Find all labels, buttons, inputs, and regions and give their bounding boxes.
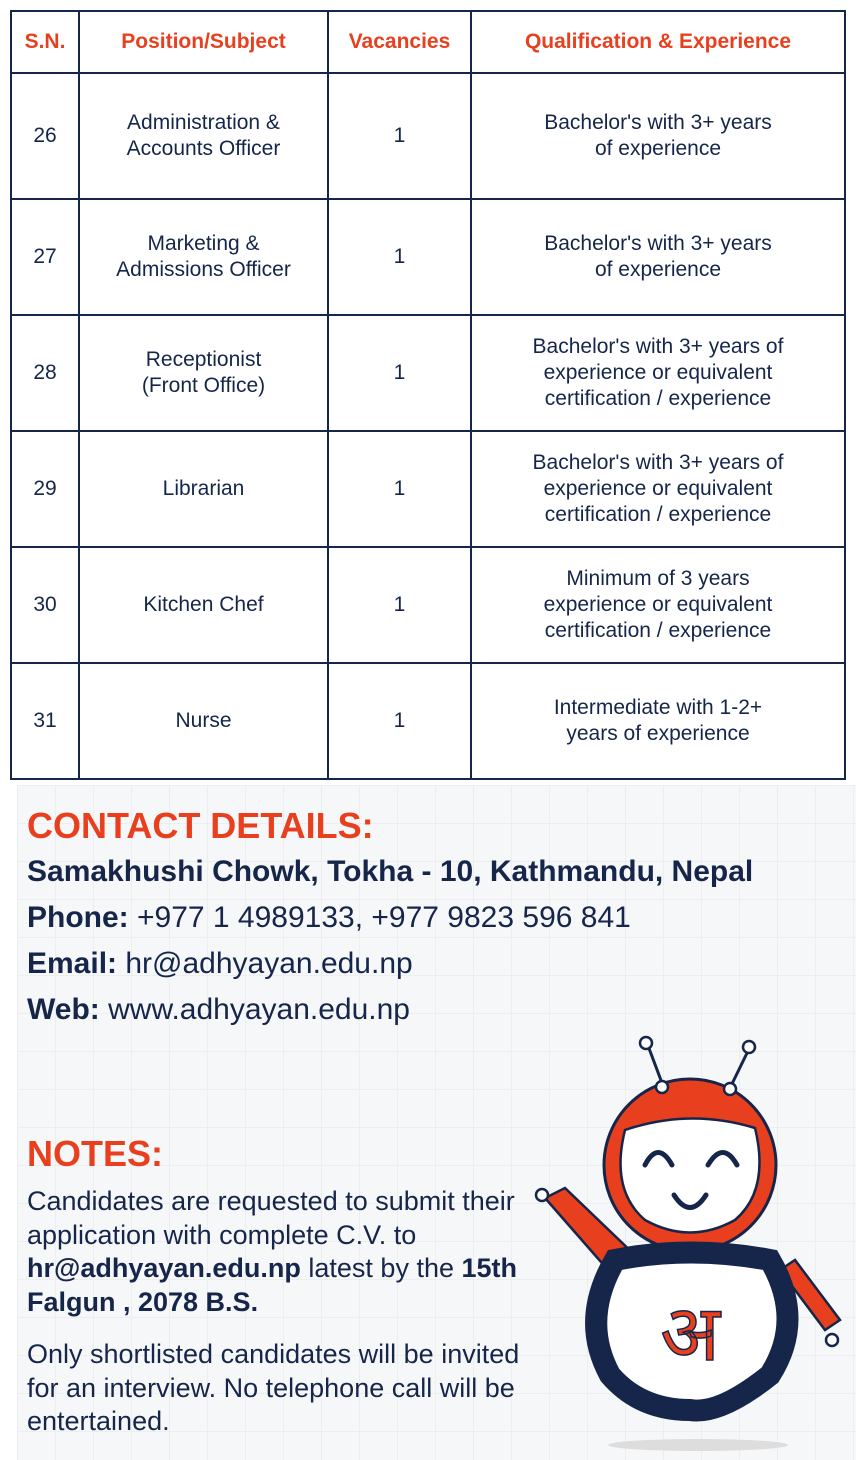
mascot-robot-icon bbox=[520, 1020, 856, 1460]
table-row bbox=[11, 547, 845, 663]
notes-heading: NOTES: bbox=[27, 1133, 164, 1174]
web-label: Web: bbox=[27, 993, 100, 1026]
contact-heading: CONTACT DETAILS: bbox=[27, 805, 374, 846]
header-position: Position/Subject bbox=[79, 11, 328, 73]
cell-vacancies: 1 bbox=[328, 73, 471, 199]
contact-section bbox=[17, 785, 856, 1460]
cell-position: Marketing & Admissions Officer bbox=[79, 199, 328, 315]
cell-qualification: Intermediate with 1-2+ years of experience bbox=[471, 663, 845, 779]
logo-text: अ bbox=[660, 1289, 720, 1377]
table-row bbox=[11, 431, 845, 547]
cell-position: Administration & Accounts Officer bbox=[79, 73, 328, 199]
notes-text: Candidates are requested to submit their application with complete C.V. to bbox=[27, 1186, 515, 1250]
cell-qualification: Bachelor's with 3+ years of experience or equivalent certification / experience bbox=[471, 431, 845, 547]
header-vacancies: Vacancies bbox=[328, 11, 471, 73]
phone bbox=[27, 901, 631, 935]
email-label: Email: bbox=[27, 947, 118, 980]
cell-sn: 26 bbox=[11, 73, 79, 199]
cell-qualification: Bachelor's with 3+ years of experience bbox=[471, 199, 845, 315]
notes-paragraph-1 bbox=[27, 1185, 527, 1319]
cell-vacancies: 1 bbox=[328, 547, 471, 663]
table-row bbox=[11, 663, 845, 779]
web-value[interactable]: www.adhyayan.edu.np bbox=[99, 993, 410, 1026]
table-row bbox=[11, 315, 845, 431]
cell-sn: 29 bbox=[11, 431, 79, 547]
cell-position: Nurse bbox=[79, 663, 328, 779]
email-value[interactable]: hr@adhyayan.edu.np bbox=[117, 947, 413, 980]
notes-text: latest by the bbox=[300, 1253, 462, 1283]
cell-position: Receptionist (Front Office) bbox=[79, 315, 328, 431]
header-sn: S.N. bbox=[11, 11, 79, 73]
cell-position: Librarian bbox=[79, 431, 328, 547]
cell-sn: 30 bbox=[11, 547, 79, 663]
phone-value: +977 1 4989133, +977 9823 596 841 bbox=[128, 901, 631, 934]
address: Samakhushi Chowk, Tokha - 10, Kathmandu, Nepal bbox=[27, 855, 754, 888]
email bbox=[27, 947, 413, 981]
vacancy-table bbox=[10, 10, 846, 780]
cell-vacancies: 1 bbox=[328, 315, 471, 431]
notes-email: hr@adhyayan.edu.np bbox=[27, 1253, 301, 1283]
cell-position: Kitchen Chef bbox=[79, 547, 328, 663]
cell-vacancies: 1 bbox=[328, 431, 471, 547]
cell-sn: 28 bbox=[11, 315, 79, 431]
cell-qualification: Bachelor's with 3+ years of experience bbox=[471, 73, 845, 199]
table-row bbox=[11, 73, 845, 199]
deadline-date: 15th Falgun , 2078 B.S. bbox=[27, 1253, 518, 1317]
cell-sn: 27 bbox=[11, 199, 79, 315]
table-row bbox=[11, 199, 845, 315]
cell-qualification: Bachelor's with 3+ years of experience or equivalent certification / experience bbox=[471, 315, 845, 431]
web bbox=[27, 993, 410, 1027]
header-qualification: Qualification & Experience bbox=[471, 11, 845, 73]
cell-qualification: Minimum of 3 years experience or equivalent certification / experience bbox=[471, 547, 845, 663]
cell-sn: 31 bbox=[11, 663, 79, 779]
cell-vacancies: 1 bbox=[328, 663, 471, 779]
phone-label: Phone: bbox=[27, 901, 129, 934]
notes-paragraph-2: Only shortlisted candidates will be invited for an interview. No telephone call will be entertained. bbox=[27, 1339, 520, 1436]
cell-vacancies: 1 bbox=[328, 199, 471, 315]
